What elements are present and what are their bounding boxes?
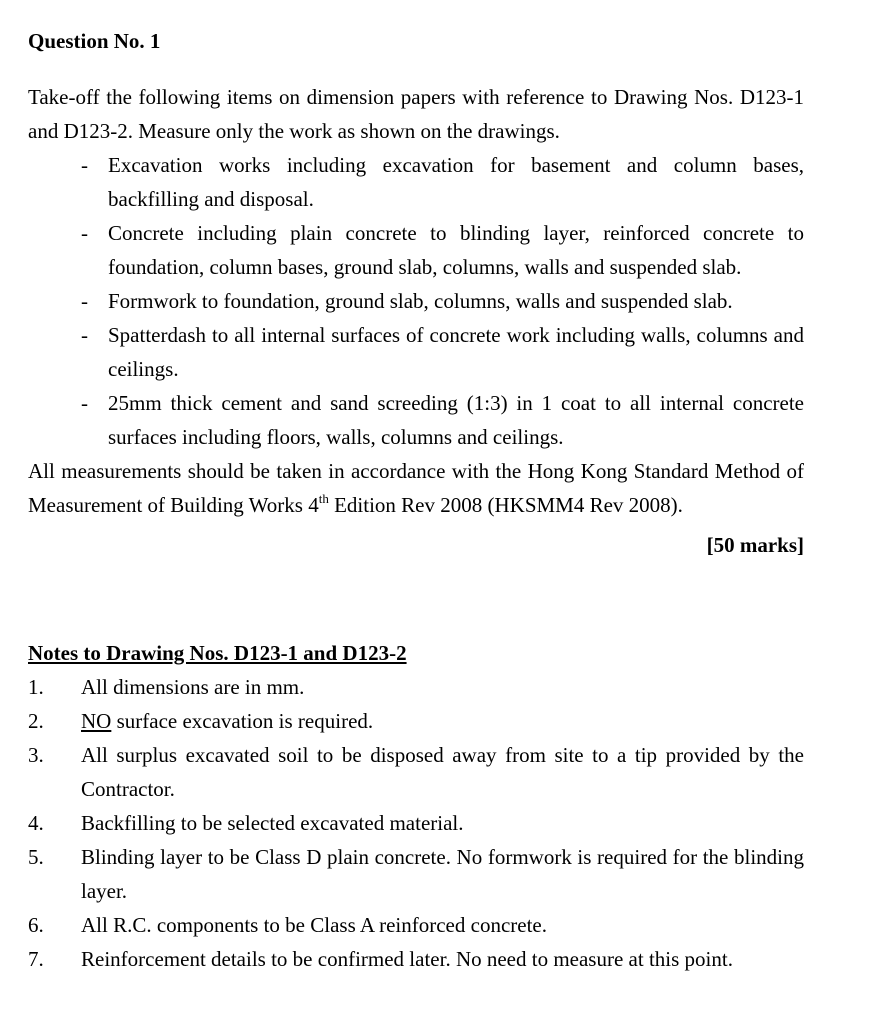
note-text: Blinding layer to be Class D plain concrete. No formwork is required for the blinding layer. (81, 845, 804, 903)
list-item (28, 806, 804, 840)
list-item (28, 284, 804, 318)
list-item-text: Formwork to foundation, ground slab, columns, walls and suspended slab. (108, 289, 733, 313)
measurement-standard-paragraph (28, 454, 804, 522)
note-text: All surplus excavated soil to be disposed away from site to a tip provided by the Contractor. (81, 743, 804, 801)
note-text: All R.C. components to be Class A reinforced concrete. (81, 913, 547, 937)
dash-bullet: - (81, 323, 88, 347)
marks-label: [50 marks] (706, 533, 804, 557)
notes-title: Notes to Drawing Nos. D123-1 and D123-2 (28, 641, 407, 665)
document-page (28, 24, 804, 976)
question-title: Question No. 1 (28, 29, 161, 53)
note-number: 6. (28, 913, 44, 937)
list-item (28, 148, 804, 216)
note-text: All dimensions are in mm. (81, 675, 305, 699)
list-item (28, 738, 804, 806)
note-text: surface excavation is required. (111, 709, 374, 733)
take-off-items-list (28, 148, 804, 454)
note-text: Backfilling to be selected excavated material. (81, 811, 464, 835)
note-number: 5. (28, 845, 44, 869)
note-number: 4. (28, 811, 44, 835)
dash-bullet: - (81, 221, 88, 245)
note-underlined-word: NO (81, 709, 112, 733)
list-item-text: Concrete including plain concrete to blinding layer, reinforced concrete to foundation, column bases, ground slab, columns, walls and suspended slab. (108, 221, 804, 279)
list-item (28, 216, 804, 284)
note-text: Reinforcement details to be confirmed later. No need to measure at this point. (81, 947, 733, 971)
list-item (28, 386, 804, 454)
standard-text-before: All measurements should be taken in accordance with the Hong Kong Standard Method of Measurement of Building Works 4 (28, 459, 804, 517)
list-item-text: Spatterdash to all internal surfaces of concrete work including walls, columns and ceilings. (108, 323, 804, 381)
list-item (28, 670, 804, 704)
note-number: 1. (28, 675, 44, 699)
note-number: 2. (28, 709, 44, 733)
dash-bullet: - (81, 153, 88, 177)
note-number: 7. (28, 947, 44, 971)
list-item-text: 25mm thick cement and sand screeding (1:3) in 1 coat to all internal concrete surfaces including floors, walls, columns and ceilings. (108, 391, 804, 449)
edition-superscript: th (318, 491, 329, 506)
list-item (28, 840, 804, 908)
standard-text-after: Edition Rev 2008 (HKSMM4 Rev 2008). (328, 493, 683, 517)
question-intro: Take-off the following items on dimension papers with reference to Drawing Nos. D123-1 and D123-2. Measure only the work as shown on the drawings. (28, 85, 804, 143)
list-item (28, 318, 804, 386)
dash-bullet: - (81, 391, 88, 415)
list-item (28, 942, 804, 976)
list-item (28, 908, 804, 942)
note-number: 3. (28, 743, 44, 767)
list-item-text: Excavation works including excavation for basement and column bases, backfilling and disposal. (108, 153, 804, 211)
dash-bullet: - (81, 289, 88, 313)
notes-list (28, 670, 804, 976)
list-item (28, 704, 804, 738)
